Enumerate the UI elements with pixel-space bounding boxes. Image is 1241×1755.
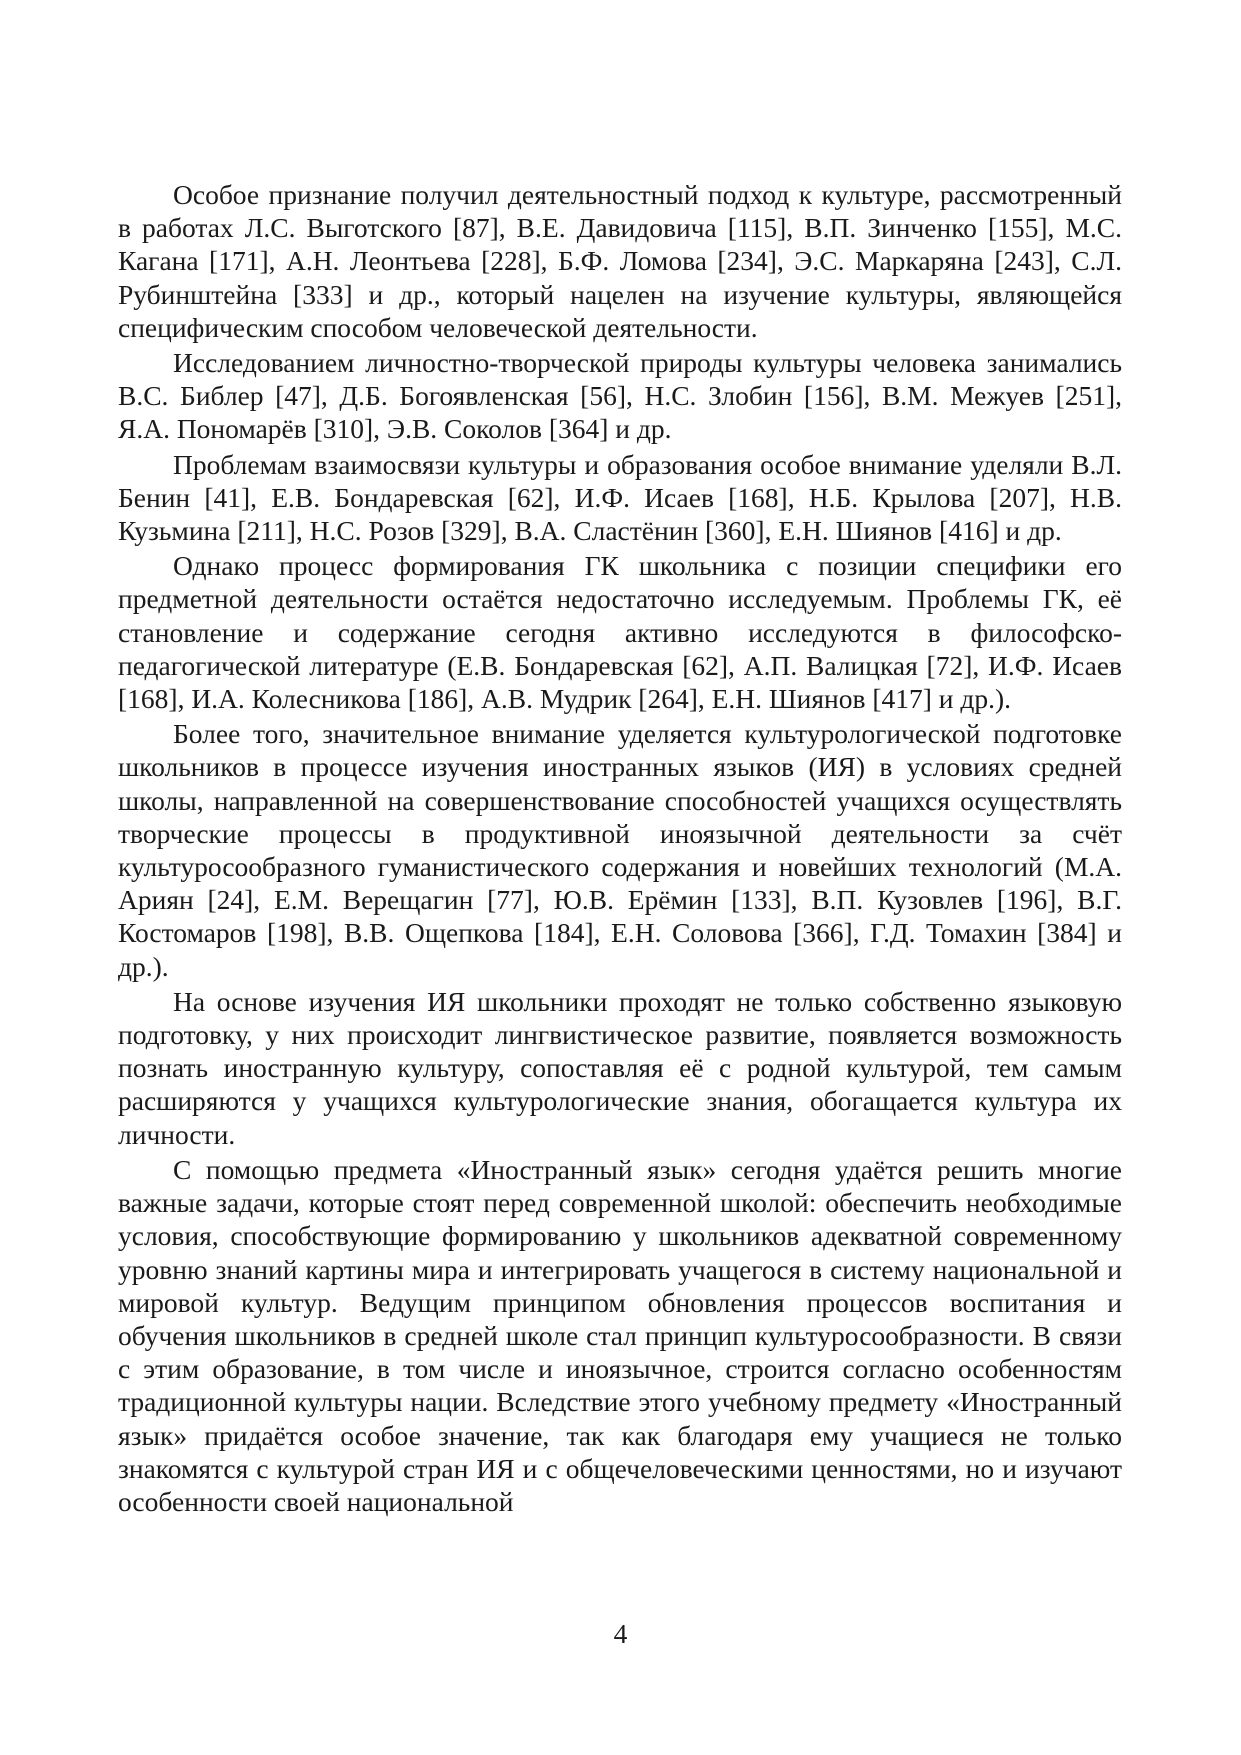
page-number: 4 xyxy=(613,1618,628,1649)
paragraph-language-study: На основе изучения ИЯ школьники проходят не только собственно языковую подготовку, у них происходит лингвистическое развитие, появляется возможность познать иностранную культуру, сопоставляя её с родной культурой, тем самым расширяются у учащихся культурологические знания, обогащается культура их личности. xyxy=(118,985,1122,1150)
paragraph-foreign-languages: Более того, значительное внимание уделяется культурологической подготовке школьников в процессе изучения иностранных языков (ИЯ) в условиях средней школы, направленной на совершенствование способностей учащихся осуществлять творческие процессы в продуктивной иноязычной деятельности за счёт культуросообразного гуманистического содержания и новейших технологий (М.А. Ариян [24], Е.М. Верещагин [77], Ю.В. Ерёмин [133], В.П. Кузовлев [196], В.Г. Костомаров [198], В.В. Ощепкова [184], Е.Н. Соловова [366], Г.Д. Томахин [384] и др.). xyxy=(118,718,1122,982)
paragraph-gk-formation: Однако процесс формирования ГК школьника с позиции специфики его предметной деятельности остаётся недостаточно исследуемым. Проблемы ГК, её становление и содержание сегодня активно исследуются в философско-педагогической литературе (Е.В. Бондаревская [62], А.П. Валицкая [72], И.Ф. Исаев [168], И.А. Колесникова [186], А.В. Мудрик [264], Е.Н. Шиянов [417] и др.). xyxy=(118,550,1122,715)
paragraph-subject-tasks: С помощью предмета «Иностранный язык» сегодня удаётся решить многие важные задачи, которые стоят перед современной школой: обеспечить необходимые условия, способствующие формированию у школьников адекватной современному уровню знаний картины мира и интегрировать учащегося в систему национальной и мировой культур. Ведущим принципом обновления процессов воспитания и обучения школьников в средней школе стал принцип культуросообразности. В связи с этим образование, в том числе и иноязычное, строится согласно особенностям традиционной культуры нации. Вследствие этого учебному предмету «Иностранный язык» придаётся особое значение, так как благодаря ему учащиеся не только знакомятся с культурой стран ИЯ и с общечеловеческими ценностями, но и изучают особенности своей национальной xyxy=(118,1153,1122,1517)
paragraph-culture-education: Проблемам взаимосвязи культуры и образования особое внимание уделяли В.Л. Бенин [41], Е.В. Бондаревская [62], И.Ф. Исаев [168], Н.Б. Крылова [207], Н.В. Кузьмина [211], Н.С. Розов [329], В.А. Сластёнин [360], Е.Н. Шиянов [416] и др. xyxy=(118,448,1122,547)
paragraph-activity-approach: Особое признание получил деятельностный подход к культуре, рассмотренный в работах Л.С. Выготского [87], В.Е. Давидовича [115], В.П. Зинченко [155], М.С. Кагана [171], А.Н. Леонтьева [228], Б.Ф. Ломова [234], Э.С. Маркаряна [243], С.Л. Рубинштейна [333] и др., который нацелен на изучение культуры, являющейся специфическим способом человеческой деятельности. xyxy=(118,179,1122,343)
body-text xyxy=(118,178,1122,1518)
paragraph-personal-creative: Исследованием личностно-творческой природы культуры человека занимались В.С. Библер [47], Д.Б. Богоявленская [56], Н.С. Злобин [156], В.М. Межуев [251], Я.А. Пономарёв [310], Э.В. Соколов [364] и др. xyxy=(118,347,1122,445)
